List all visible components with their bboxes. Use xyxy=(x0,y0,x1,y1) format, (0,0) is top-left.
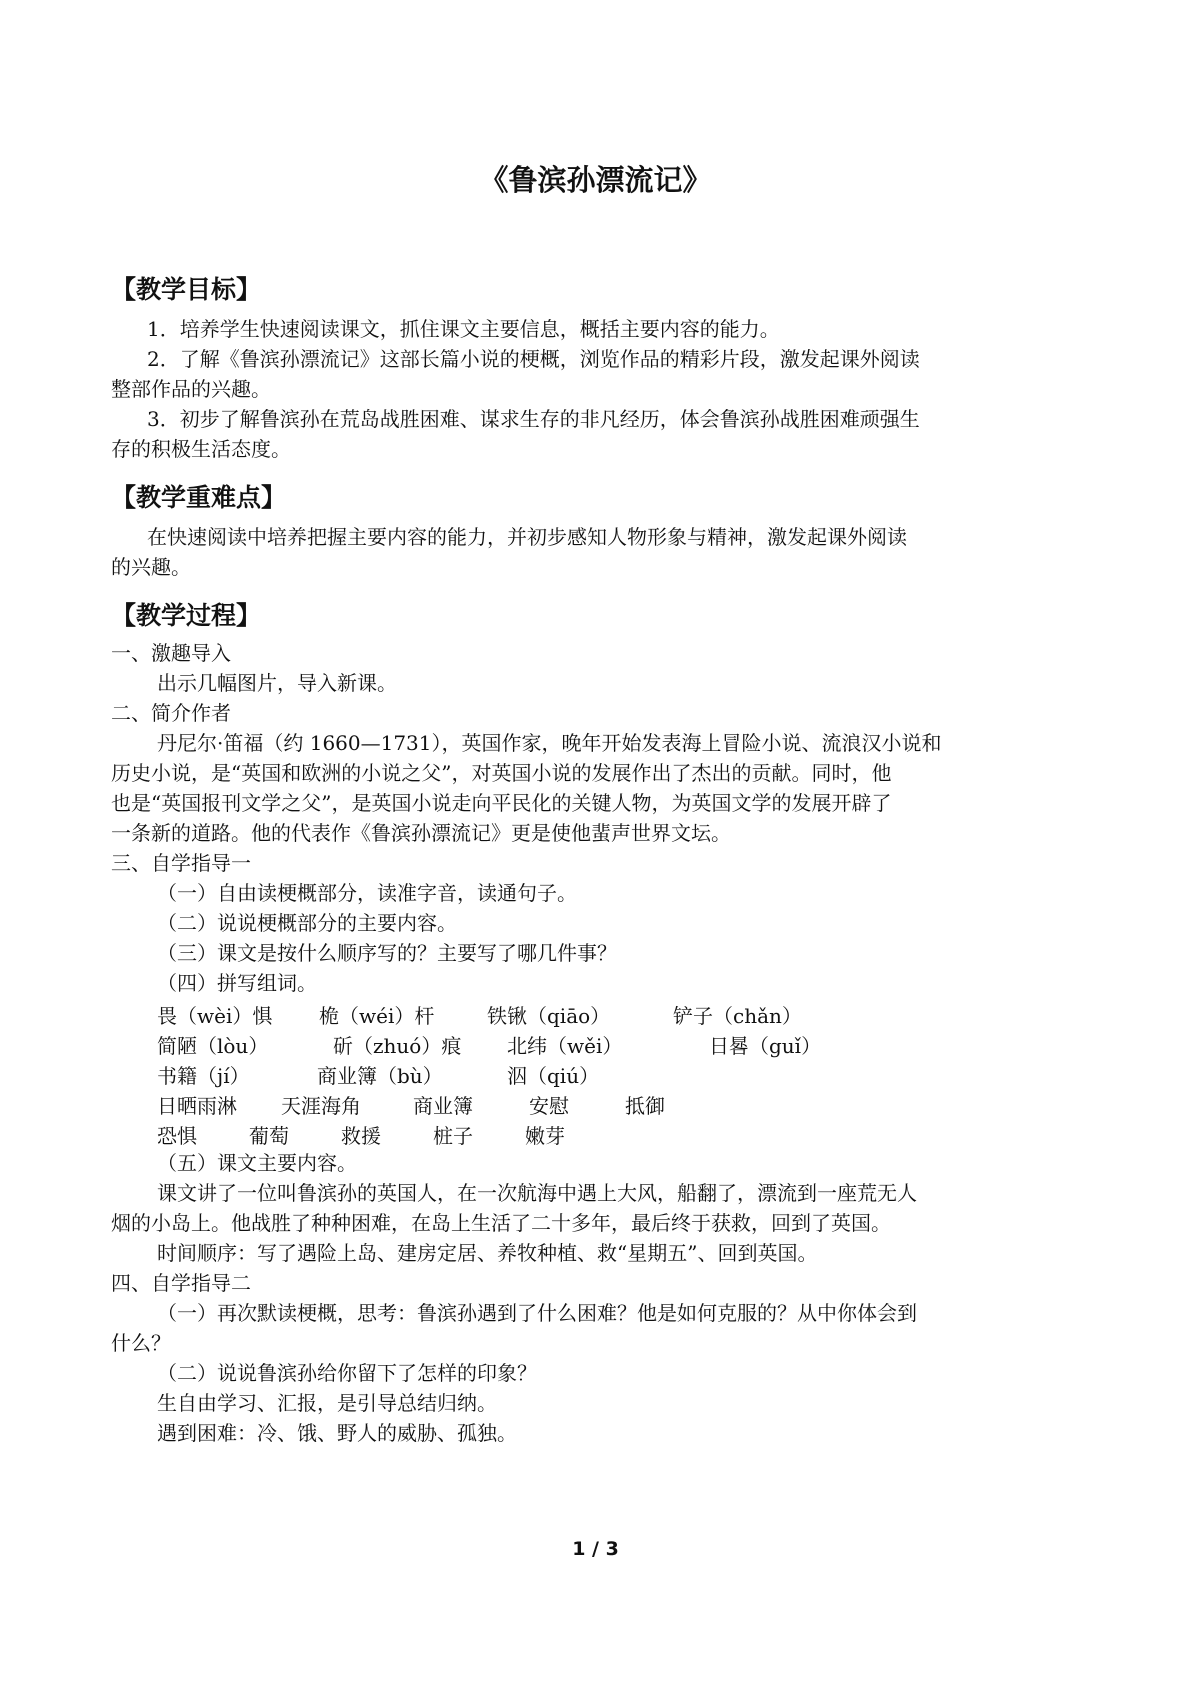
pinyin-word: 桅（wéi）杆 xyxy=(319,1004,435,1028)
pinyin-word: 商业簿（bù） xyxy=(317,1064,443,1088)
process-line: （五）课文主要内容。 xyxy=(157,1151,357,1175)
process-line: 烟的小岛上。他战胜了种种困难，在岛上生活了二十多年，最后终于获救，回到了英国。 xyxy=(111,1211,891,1235)
pinyin-word: 简陋（lòu） xyxy=(157,1034,269,1058)
process-line: （四）拼写组词。 xyxy=(157,971,317,995)
pinyin-word: 斫（zhuó）痕 xyxy=(333,1034,462,1058)
document-title: 《鲁滨孙漂流记》 xyxy=(479,163,712,197)
process-line: 三、自学指导一 xyxy=(111,851,251,875)
process-line: 遇到困难：冷、饿、野人的威胁、孤独。 xyxy=(157,1421,517,1445)
pinyin-word: 书籍（jí） xyxy=(157,1064,250,1088)
vocab-word: 嫩芽 xyxy=(525,1124,565,1148)
objective-line: 整部作品的兴趣。 xyxy=(111,377,271,401)
heading-objectives: 【教学目标】 xyxy=(111,275,262,304)
process-line: 一、激趣导入 xyxy=(111,641,231,665)
process-line: （三）课文是按什么顺序写的？主要写了哪几件事？ xyxy=(157,941,617,965)
objective-line: 3．初步了解鲁滨孙在荒岛战胜困难、谋求生存的非凡经历，体会鲁滨孙战胜困难顽强生 xyxy=(147,407,920,431)
vocab-word: 商业簿 xyxy=(413,1094,473,1118)
process-line: 出示几幅图片，导入新课。 xyxy=(157,671,397,695)
process-line: 丹尼尔·笛福（约 1660—1731），英国作家，晚年开始发表海上冒险小说、流浪汉小说和 xyxy=(157,731,942,755)
process-line: 四、自学指导二 xyxy=(111,1271,251,1295)
process-line: （一）自由读梗概部分，读准字音，读通句子。 xyxy=(157,881,577,905)
vocab-word: 桩子 xyxy=(433,1124,473,1148)
process-line: 一条新的道路。他的代表作《鲁滨孙漂流记》更是使他蜚声世界文坛。 xyxy=(111,821,731,845)
objective-line: 1．培养学生快速阅读课文，抓住课文主要信息，概括主要内容的能力。 xyxy=(147,317,780,341)
process-line: （二）说说梗概部分的主要内容。 xyxy=(157,911,457,935)
key-point-line: 的兴趣。 xyxy=(111,555,191,579)
heading-process: 【教学过程】 xyxy=(111,601,262,630)
pinyin-word: 畏（wèi）惧 xyxy=(157,1004,273,1028)
process-line: 也是“英国报刊文学之父”，是英国小说走向平民化的关键人物，为英国文学的发展开辟了 xyxy=(111,791,892,815)
objective-line: 存的积极生活态度。 xyxy=(111,437,291,461)
process-line: 历史小说，是“英国和欧洲的小说之父”，对英国小说的发展作出了杰出的贡献。同时，他 xyxy=(111,761,892,785)
vocab-word: 葡萄 xyxy=(249,1124,289,1148)
pinyin-word: 铁锹（qiāo） xyxy=(487,1004,611,1028)
page-number: 1 / 3 xyxy=(572,1538,619,1560)
process-line: 什么？ xyxy=(111,1331,171,1355)
process-line: 生自由学习、汇报，是引导总结归纳。 xyxy=(157,1391,497,1415)
process-line: 时间顺序：写了遇险上岛、建房定居、养牧种植、救“星期五”、回到英国。 xyxy=(157,1241,818,1265)
pinyin-word: 日晷（guǐ） xyxy=(709,1034,822,1058)
vocab-word: 天涯海角 xyxy=(281,1094,361,1118)
pinyin-word: 北纬（wěi） xyxy=(507,1034,623,1058)
heading-key-points: 【教学重难点】 xyxy=(111,483,287,512)
process-line: 课文讲了一位叫鲁滨孙的英国人，在一次航海中遇上大风，船翻了，漂流到一座荒无人 xyxy=(157,1181,917,1205)
vocab-word: 救援 xyxy=(341,1124,381,1148)
pinyin-word: 泅（qiú） xyxy=(507,1064,600,1088)
vocab-word: 日晒雨淋 xyxy=(157,1094,237,1118)
key-point-line: 在快速阅读中培养把握主要内容的能力，并初步感知人物形象与精神，激发起课外阅读 xyxy=(147,525,907,549)
objective-line: 2．了解《鲁滨孙漂流记》这部长篇小说的梗概，浏览作品的精彩片段，激发起课外阅读 xyxy=(147,347,920,371)
vocab-word: 安慰 xyxy=(529,1094,569,1118)
process-line: 二、简介作者 xyxy=(111,701,231,725)
process-line: （一）再次默读梗概，思考：鲁滨孙遇到了什么困难？他是如何克服的？从中你体会到 xyxy=(157,1301,917,1325)
vocab-word: 恐惧 xyxy=(157,1124,197,1148)
vocab-word: 抵御 xyxy=(625,1094,665,1118)
process-line: （二）说说鲁滨孙给你留下了怎样的印象？ xyxy=(157,1361,537,1385)
pinyin-word: 铲子（chǎn） xyxy=(673,1004,802,1028)
